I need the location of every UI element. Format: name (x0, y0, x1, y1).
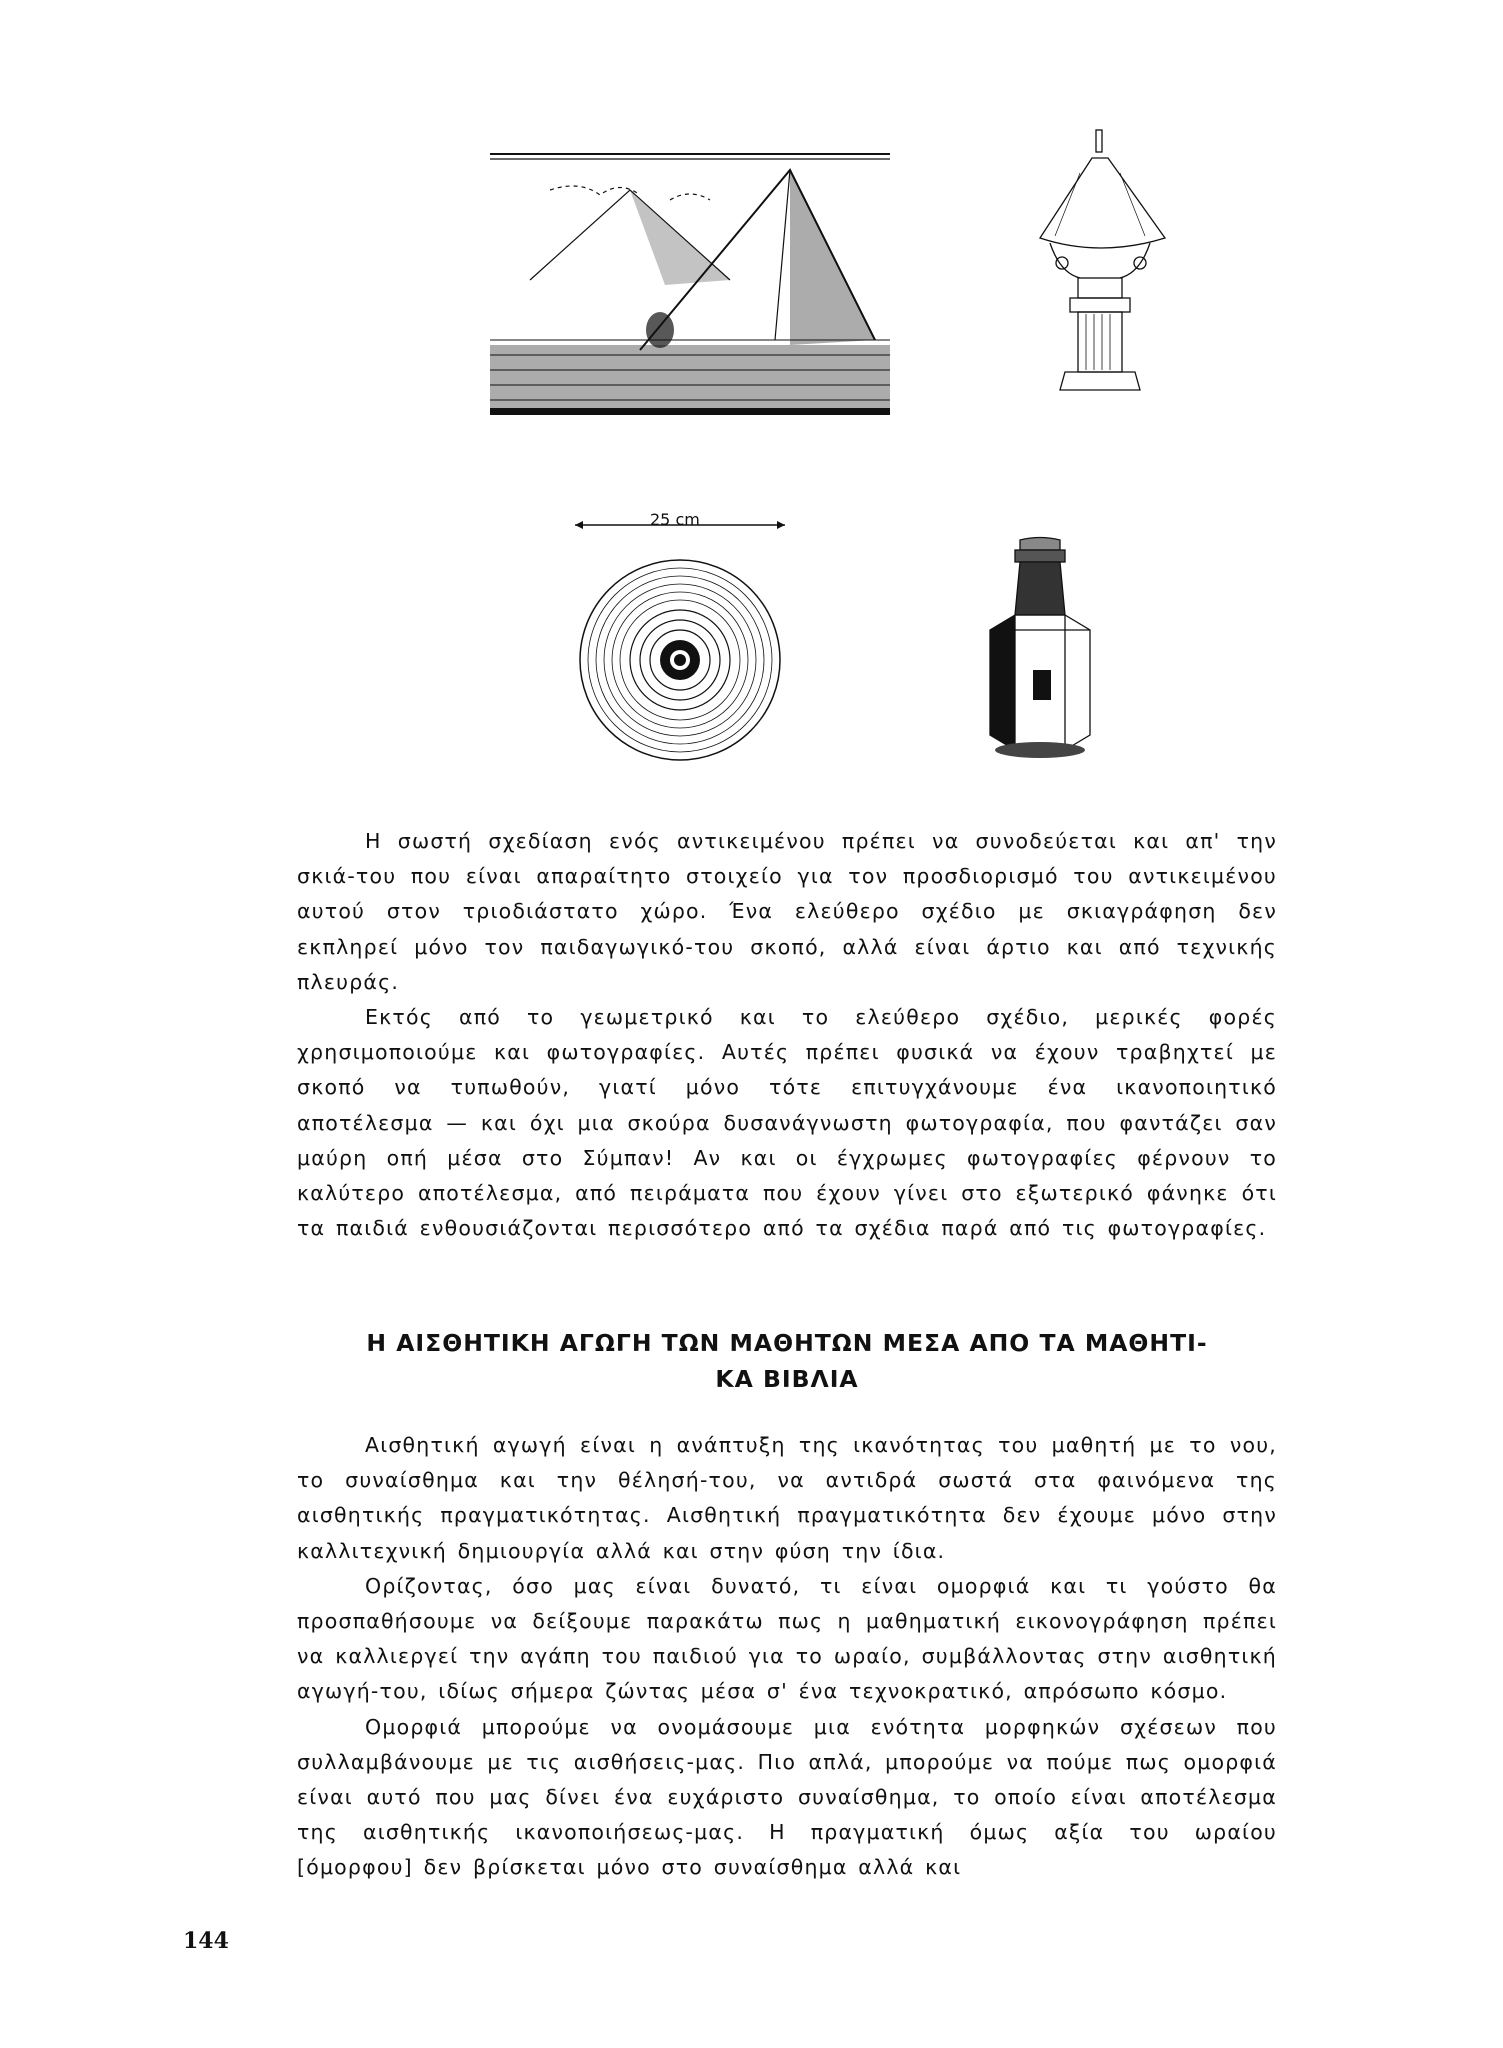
page-number: 144 (183, 1928, 229, 1954)
paragraph: Η σωστή σχεδίαση ενός αντικειμένου πρέπει να συνοδεύεται και απ' την σκιά-του που είναι απαραίτητο στοιχείο για τον προσδιορισμό του αντικειμένου αυτού στον τριοδιάστατο χώρο. Ένα ελεύθερο σχέδιο με σκιαγράφηση δεν εκπληρεί μόνο τον παιδαγωγικό-του σκοπό, αλλά είναι άρτιο και από τεχνικής πλευράς. (297, 829, 1277, 994)
inkwell-illustration (975, 535, 1105, 765)
body-text-block-2 (297, 1428, 1277, 1886)
paragraph: Ορίζοντας, όσο μας είναι δυνατό, τι είναι ομορφιά και τι γούστο θα προσπαθήσουμε να δείξουμε παρακάτω πως η μαθηματική εικονογράφηση πρέπει να καλλιεργεί την αγάπη του παιδιού για το ωραίο, συμβάλλοντας στην αισθητική αγωγή-του, ιδίως σήμερα ζώντας μέσα σ' ένα τεχνοκρατικό, απρόσωπο κόσμο. (297, 1573, 1277, 1704)
section-heading (297, 1325, 1277, 1397)
paragraph: Αισθητική αγωγή είναι η ανάπτυξη της ικανότητας του μαθητή με το νου, το συναίσθημα και την θέλησή-του, να αντιδρά σωστά στα φαινόμενα της αισθητικής πραγματικότητας. Αισθητική πραγματικότητα δεν έχουμε μόνο στην καλλιτεχνική δημιουργία αλλά και στην φύση την ίδια. (297, 1433, 1277, 1563)
body-text-block-1 (297, 824, 1277, 1246)
paragraph: Εκτός από το γεωμετρικό και το ελεύθερο σχέδιο, μερικές φορές χρησιμοποιούμε και φωτογραφίες. Αυτές πρέπει φυσικά να έχουν τραβηχτεί με σκοπό να τυπωθούν, γιατί μόνο τότε επιτυγχάνουμε ένα ικανοποιητικό αποτέλεσμα — και όχι μια σκούρα δυσανάγνωστη φωτογραφία, που φαντάζει σαν μαύρη οπή μέσα στο Σύμπαν! Αν και οι έγχρωμες φωτογραφίες φέρνουν το καλύτερο αποτέλεσμα, από πειράματα που έχουν γίνει στο εξωτερικό φάνηκε ότι τα παιδιά ενθουσιάζονται περισσότερο από τα σχέδια παρά από τις φωτογραφίες. (297, 1005, 1277, 1241)
paragraph: Ομορφιά μπορούμε να ονομάσουμε μια ενότητα μορφηκών σχέσεων που συλλαμβάνουμε με τις αισθήσεις-μας. Πιο απλά, μπορούμε να πούμε πως ομορφιά είναι αυτό που μας δίνει ένα ευχάριστο συναίσθημα, το οποίο είναι αποτέλεσμα της αισθητικής ικανοποιήσεως-μας. Η πραγματική όμως αξία του ωραίου [όμορφου] δεν βρίσκεται μόνο στο συναίσθημα αλλά και (297, 1714, 1277, 1880)
heading-line-1: Η ΑΙΣΘΗΤΙΚΗ ΑΓΩΓΗ ΤΩΝ ΜΑΘΗΤΩΝ ΜΕΣΑ ΑΠΟ ΤΑ ΜΑΘΗΤΙ- (366, 1329, 1208, 1357)
scale-label: 25 cm (650, 510, 700, 529)
concentric-disc-illustration (570, 510, 810, 770)
heading-line-2: ΚΑ ΒΙΒΛΙΑ (715, 1365, 859, 1393)
pyramids-sphinx-illustration (490, 150, 890, 415)
oil-lamp-illustration (1000, 128, 1210, 398)
